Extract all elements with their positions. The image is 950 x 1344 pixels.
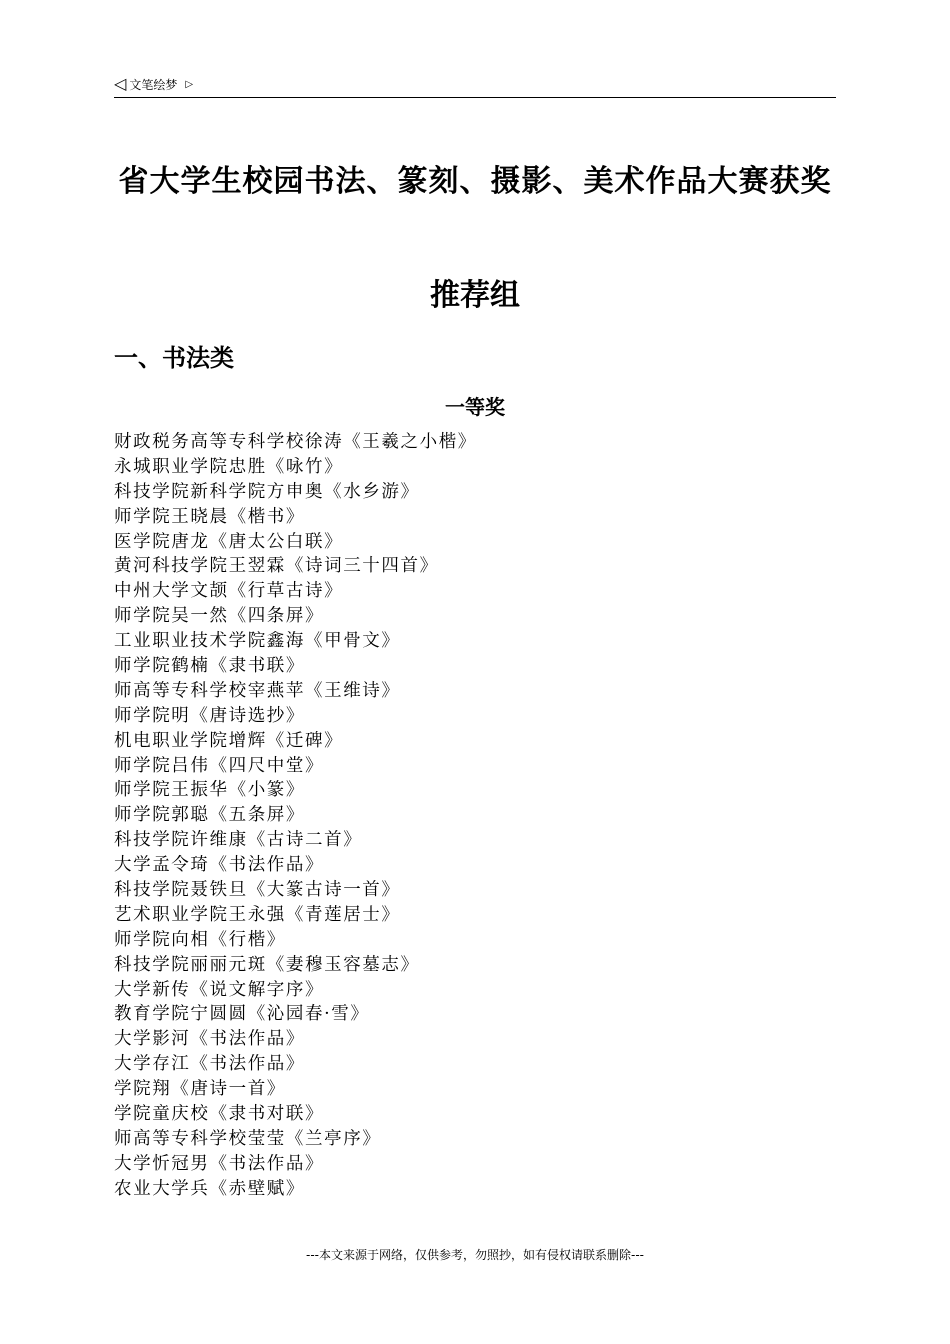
award-entry: 工业职业技术学院鑫海《甲骨文》 <box>114 631 401 652</box>
award-entry: 师学院明《唐诗选抄》 <box>114 705 305 726</box>
header-text: 文笔绘梦 <box>129 78 178 92</box>
award-entry: 大学新传《说文解字序》 <box>114 979 325 1000</box>
document-subtitle: 推荐组 <box>430 278 520 313</box>
award-entry: 科技学院丽丽元斑《妻穆玉容墓志》 <box>114 954 420 975</box>
award-entry: 大学存江《书法作品》 <box>114 1054 305 1075</box>
award-entry: 大学影河《书法作品》 <box>114 1029 305 1050</box>
award-entry: 师高等专科学校宰燕苹《王维诗》 <box>114 680 401 701</box>
award-entry: 大学孟令琦《书法作品》 <box>114 855 325 876</box>
award-entry: 科技学院许维康《古诗二首》 <box>114 830 363 851</box>
award-entry: 黄河科技学院王翌霖《诗词三十四首》 <box>114 556 439 577</box>
award-entry: 学院童庆校《隶书对联》 <box>114 1104 325 1125</box>
award-entry: 学院翔《唐诗一首》 <box>114 1079 286 1100</box>
award-entry: 教育学院宁圆圆《沁园春·雪》 <box>114 1004 370 1025</box>
page-footer: ---本文来源于网络，仅供参考，勿照抄，如有侵权请联系删除--- <box>306 1248 644 1262</box>
right-triangle-icon: ▷ <box>185 79 194 90</box>
award-entry: 医学院唐龙《唐太公白联》 <box>114 531 344 552</box>
award-entry: 科技学院新科学院方申奥《水乡游》 <box>114 481 420 502</box>
award-entry: 师学院王晓晨《楷书》 <box>114 506 305 527</box>
award-entry: 师学院向相《行楷》 <box>114 929 286 950</box>
award-entry: 师学院郭聪《五条屏》 <box>114 805 305 826</box>
award-entry: 艺术职业学院王永强《青莲居士》 <box>114 904 401 925</box>
award-entry: 农业大学兵《赤壁赋》 <box>114 1178 305 1199</box>
award-entry: 机电职业学院增辉《迁碑》 <box>114 730 344 751</box>
document-title: 省大学生校园书法、篆刻、摄影、美术作品大赛获奖 <box>118 164 832 199</box>
award-entry: 师高等专科学校莹莹《兰亭序》 <box>114 1128 382 1149</box>
left-triangle-icon: ◁ <box>114 74 127 93</box>
award-entry: 师学院吕伟《四尺中堂》 <box>114 755 325 776</box>
award-entry: 永城职业学院忠胜《咏竹》 <box>114 456 344 477</box>
award-entry: 中州大学文颉《行草古诗》 <box>114 581 344 602</box>
award-level-heading: 一等奖 <box>445 395 505 419</box>
award-entry: 师学院吴一然《四条屏》 <box>114 606 325 627</box>
page-header <box>114 73 836 98</box>
award-entry: 师学院鹤楠《隶书联》 <box>114 656 305 677</box>
section-heading: 一、书法类 <box>114 344 234 372</box>
award-entry: 财政税务高等专科学校徐涛《王羲之小楷》 <box>114 432 477 452</box>
award-entry: 大学忻冠男《书法作品》 <box>114 1153 325 1174</box>
award-entry: 师学院王振华《小篆》 <box>114 780 305 801</box>
award-entry-list <box>114 430 477 1202</box>
award-entry: 科技学院聂铁旦《大篆古诗一首》 <box>114 880 401 901</box>
